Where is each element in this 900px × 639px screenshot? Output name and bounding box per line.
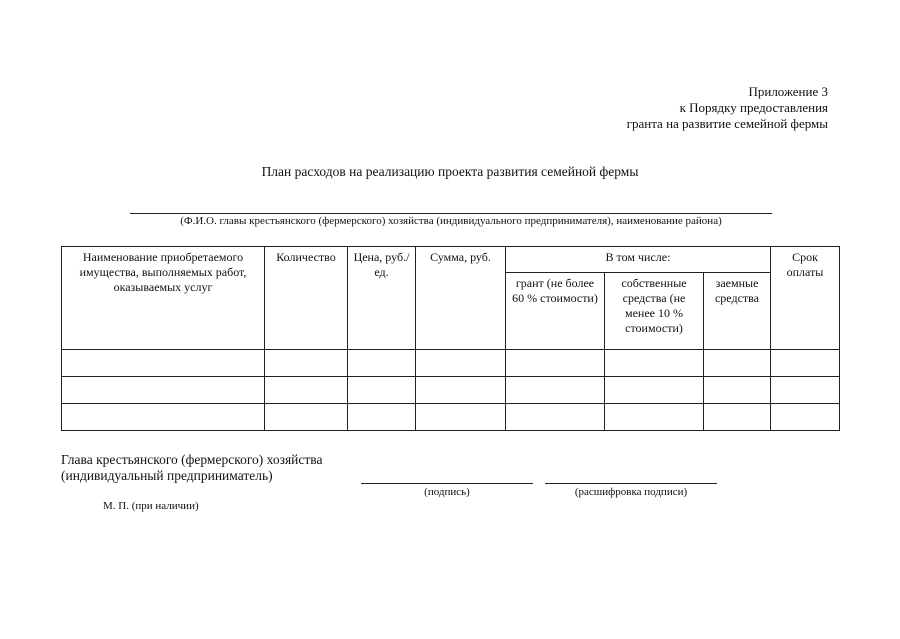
appendix-subject: гранта на развитие семейной фермы [626,116,828,131]
table-cell[interactable] [506,377,605,404]
table-cell[interactable] [416,350,506,377]
header-including: В том числе: [506,247,771,273]
signature-decoding-fill-line[interactable] [545,483,717,484]
appendix-header [568,84,828,132]
table-cell[interactable] [771,350,840,377]
signature-decoding-caption: (расшифровка подписи) [574,486,688,498]
header-price: Цена, руб./ед. [348,247,416,350]
table-cell[interactable] [416,377,506,404]
table-cell[interactable] [265,350,348,377]
header-borrowed-funds: заемные средства [704,273,771,350]
appendix-reference: к Порядку предоставления [679,100,828,115]
table-cell[interactable] [348,404,416,431]
head-title-line1: Глава крестьянского (фермерского) хозяйства [61,452,323,467]
signature-caption: (подпись) [424,486,470,498]
header-sum: Сумма, руб. [416,247,506,350]
header-grant: грант (не более 60 % стоимости) [506,273,605,350]
document-title: План расходов на реализацию проекта развития семейной фермы [261,164,639,179]
fio-fill-line[interactable] [130,213,772,214]
table-cell[interactable] [605,404,704,431]
table-cell[interactable] [416,404,506,431]
table-cell[interactable] [605,377,704,404]
table-cell[interactable] [605,350,704,377]
head-title-line2: (индивидуальный предприниматель) [61,468,273,483]
table-cell[interactable] [62,350,265,377]
stamp-placeholder: М. П. (при наличии) [103,500,199,512]
table-cell[interactable] [265,404,348,431]
table-cell[interactable] [265,377,348,404]
header-payment-term: Срок оплаты [771,247,840,350]
table-row [62,404,840,431]
table-cell[interactable] [62,377,265,404]
head-of-farm-label [61,452,322,484]
table-cell[interactable] [62,404,265,431]
table-row [62,350,840,377]
header-own-funds: собственные средства (не менее 10 % стоимости) [605,273,704,350]
table-cell[interactable] [704,377,771,404]
appendix-number: Приложение 3 [748,84,828,99]
table-cell[interactable] [704,404,771,431]
expense-plan-table [61,246,840,431]
table-cell[interactable] [348,350,416,377]
signature-fill-line[interactable] [361,483,533,484]
table-cell[interactable] [348,377,416,404]
table-cell[interactable] [704,350,771,377]
table-cell[interactable] [771,377,840,404]
header-item-name: Наименование приобретаемого имущества, выполняемых работ, оказываемых услуг [62,247,265,350]
table-cell[interactable] [771,404,840,431]
fio-caption: (Ф.И.О. главы крестьянского (фермерского) хозяйства (индивидуального предпринимателя), наименование района) [180,215,722,227]
table-row [62,377,840,404]
table-cell[interactable] [506,350,605,377]
header-quantity: Количество [265,247,348,350]
table-cell[interactable] [506,404,605,431]
